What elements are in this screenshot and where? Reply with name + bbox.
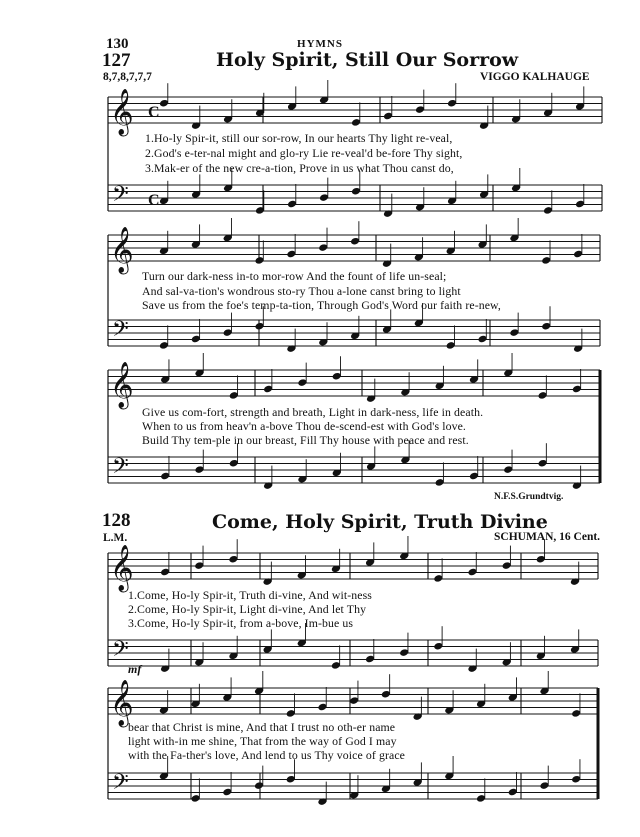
lyric-line: 1.Come, Ho-ly Spir-it, Truth di-vine, And wit-ness — [128, 588, 372, 602]
lyric-line: with the Fa-ther's love, And lend to us Thy voice of grace — [128, 748, 406, 762]
bass-clef-icon: 𝄢 — [112, 317, 129, 347]
hymn-composer: SCHUMAN, 16 Cent. — [494, 531, 601, 543]
hymn-meter: 8,7,8,7,7,7 — [103, 71, 152, 83]
bass-clef-icon: 𝄢 — [112, 637, 129, 667]
lyric-line: light with-in me shine, That from the way of God I may — [128, 734, 397, 748]
treble-clef-icon: 𝄞 — [110, 680, 134, 726]
page-number: 130 — [106, 36, 129, 52]
time-signature: C — [148, 104, 160, 121]
lyric-line: 2.God's e-ter-nal might and glo-ry Lie re-veal'd be-fore Thy sight, — [145, 146, 463, 160]
treble-clef-icon: 𝄞 — [110, 89, 134, 135]
lyric-line: Give us com-fort, strength and breath, Light in dark-ness, life in death. — [142, 405, 484, 419]
lyric-line: bear that Christ is mine, And that I trust no oth-er name — [128, 720, 396, 734]
dynamic-marking: mf — [128, 662, 142, 676]
lyric-line: 1.Ho-ly Spir-it, still our sor-row, In our hearts Thy light re-veal, — [145, 131, 453, 145]
hymn-composer: VIGGO KALHAUGE — [480, 71, 590, 83]
treble-clef-icon: 𝄞 — [110, 362, 134, 408]
lyric-line: 2.Come, Ho-ly Spir-it, Light di-vine, And let Thy — [128, 602, 367, 616]
lyric-line: 3.Come, Ho-ly Spir-it, from a-bove, Im-bue us — [128, 616, 354, 630]
lyric-line: Build Thy tem-ple in our breast, Fill Thy house with peace and rest. — [142, 433, 469, 447]
hymn-title: Holy Spirit, Still Our Sorrow — [216, 49, 519, 71]
treble-clef-icon: 𝄞 — [110, 545, 134, 591]
bass-clef-icon: 𝄢 — [112, 770, 129, 800]
lyric-line: Save us from the foe's temp-ta-tion, Through God's Word our faith re-new, — [142, 298, 501, 312]
section-heading: HYMNS — [297, 38, 343, 50]
bass-clef-icon: 𝄢 — [112, 454, 129, 484]
lyric-line: And sal-va-tion's wondrous sto-ry Thou a-lone canst bring to light — [142, 284, 461, 298]
lyric-line: When to us from heav'n a-bove Thou de-scend-est with God's love. — [142, 419, 466, 433]
bass-clef-icon: 𝄢 — [112, 182, 129, 212]
hymn-meter: L.M. — [103, 532, 128, 544]
hymn-title: Come, Holy Spirit, Truth Divine — [212, 511, 548, 533]
lyric-line: Turn our dark-ness in-to mor-row And the fount of life un-seal; — [142, 269, 447, 283]
lyric-line: 3.Mak-er of the new cre-a-tion, Prove in us what Thou canst do, — [145, 161, 454, 175]
hymn-number: 128 — [102, 510, 131, 531]
hymn-number: 127 — [102, 50, 131, 71]
hymn-author: N.F.S.Grundtvig. — [494, 492, 564, 502]
treble-clef-icon: 𝄞 — [110, 227, 134, 273]
time-signature: C — [148, 192, 160, 209]
